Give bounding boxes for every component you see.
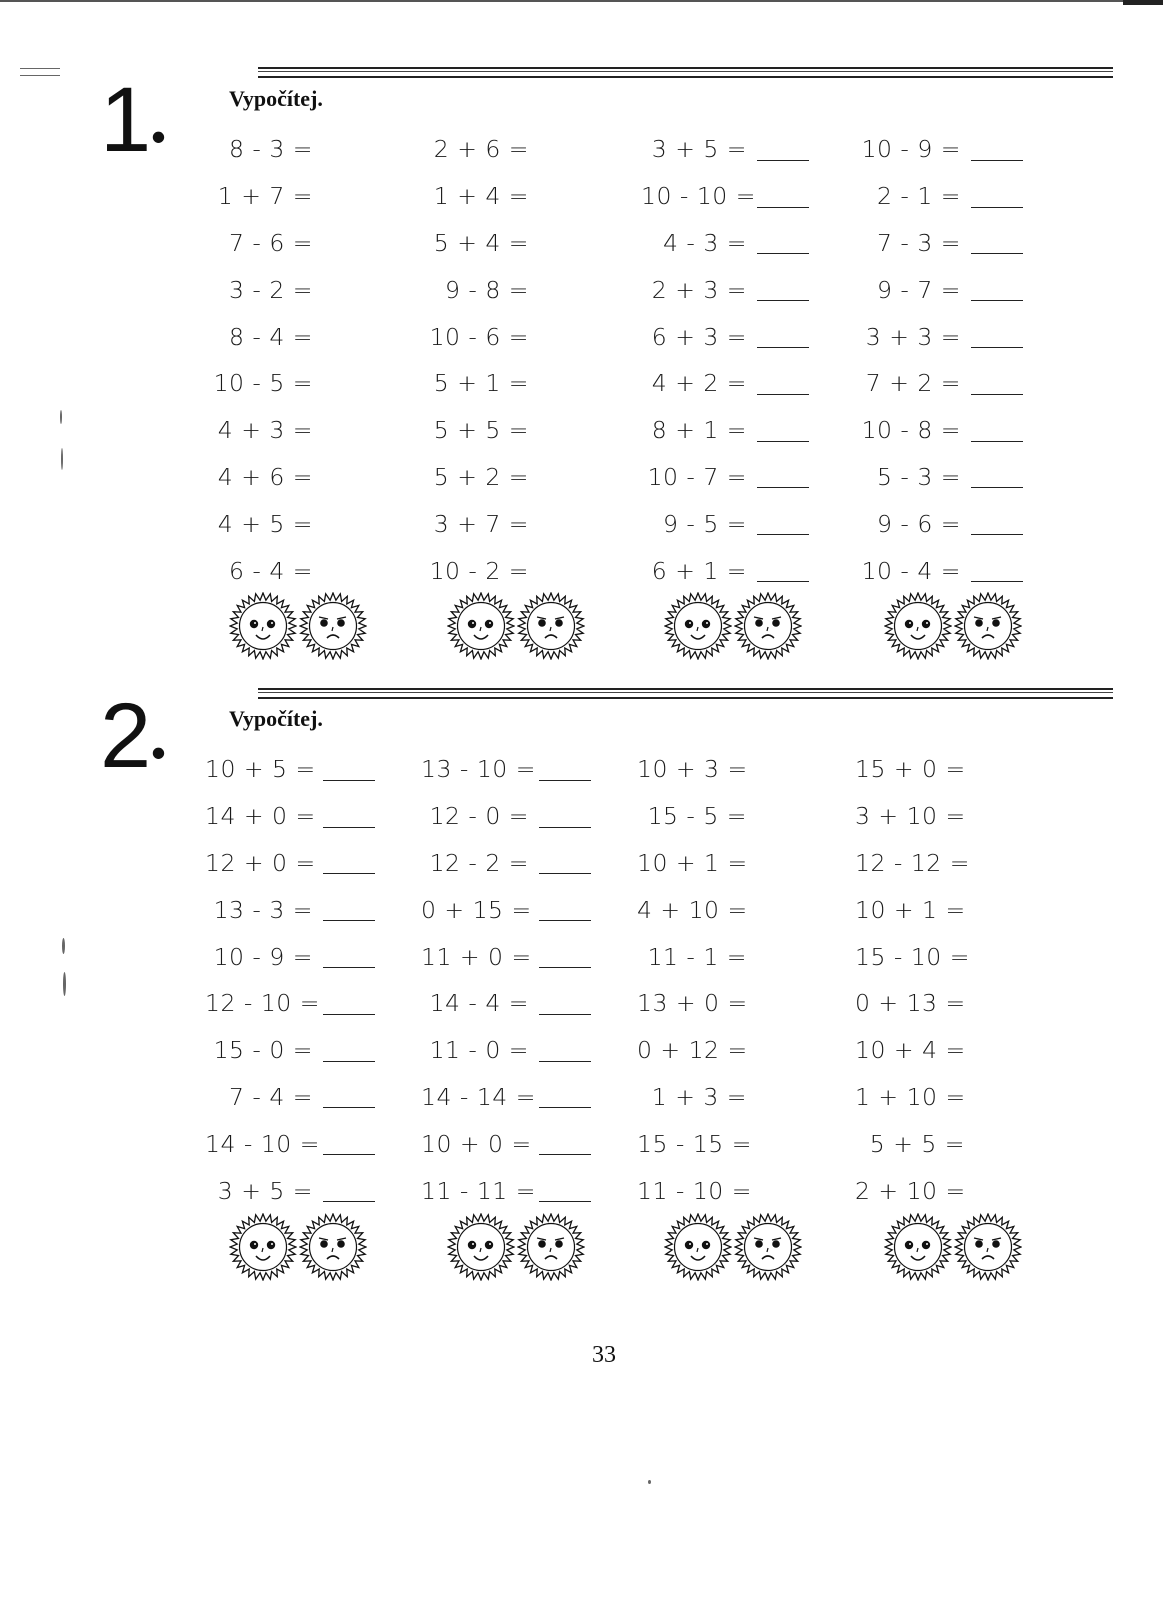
math-problem	[205, 500, 435, 547]
self-assessment-faces	[664, 1213, 802, 1286]
math-problem	[205, 313, 435, 360]
math-problem	[641, 454, 871, 501]
exercise-1-instruction: Vypočítej.	[229, 86, 323, 111]
math-problem	[421, 220, 651, 267]
exercise-2-instruction: Vypočítej.	[229, 706, 323, 731]
answer-blank[interactable]	[971, 278, 1023, 301]
problem-expression: 5 - 3 =	[877, 462, 961, 491]
answer-blank[interactable]	[971, 419, 1023, 442]
math-problem	[641, 547, 871, 594]
math-problem	[641, 360, 871, 407]
problem-expression: 13 - 10 =	[421, 755, 536, 784]
problem-expression: 1 + 4 =	[433, 182, 529, 211]
problem-expression: 13 - 3 =	[213, 895, 313, 924]
problem-expression: 10 - 7 =	[647, 462, 747, 491]
math-problem	[421, 454, 651, 501]
scan-speck	[61, 448, 63, 470]
math-problem	[421, 547, 651, 594]
math-problem	[855, 220, 1085, 267]
math-problem	[205, 746, 435, 793]
math-problem	[855, 840, 1085, 887]
problem-expression: 15 - 0 =	[213, 1036, 313, 1065]
answer-blank[interactable]	[323, 1132, 375, 1155]
answer-blank[interactable]	[757, 559, 809, 582]
math-problem	[205, 360, 435, 407]
math-problem	[421, 407, 651, 454]
problem-column	[855, 126, 1085, 594]
problem-expression: 13 + 0 =	[637, 989, 748, 1018]
happy-sun-face-icon[interactable]	[447, 1213, 515, 1286]
math-problem	[855, 266, 1085, 313]
sad-sun-face-icon[interactable]	[299, 1213, 367, 1286]
problem-expression: 4 + 5 =	[217, 509, 313, 538]
exercise-2-heading-rule	[258, 688, 1113, 699]
math-problem	[205, 793, 435, 840]
math-problem	[421, 886, 651, 933]
math-problem	[421, 126, 651, 173]
problem-expression: 12 - 0 =	[429, 802, 529, 831]
math-problem	[421, 313, 651, 360]
self-assessment-faces	[447, 1213, 585, 1286]
happy-sun-face-icon[interactable]	[884, 1213, 952, 1286]
math-problem	[641, 500, 871, 547]
answer-blank[interactable]	[323, 992, 375, 1015]
problem-expression: 3 + 5 =	[217, 1176, 313, 1205]
answer-blank[interactable]	[539, 758, 591, 781]
math-problem	[641, 126, 871, 173]
math-problem	[421, 1074, 651, 1121]
happy-sun-face-icon[interactable]	[884, 592, 952, 665]
answer-blank[interactable]	[323, 1179, 375, 1202]
problem-expression: 10 - 4 =	[861, 556, 961, 585]
exercise-number-dot: •	[151, 113, 166, 160]
math-problem	[637, 1027, 867, 1074]
top-edge-mark	[1123, 0, 1163, 5]
math-problem	[421, 266, 651, 313]
problem-expression: 11 - 10 =	[637, 1176, 752, 1205]
problem-column	[641, 126, 871, 594]
problem-expression: 3 + 7 =	[433, 509, 529, 538]
math-problem	[855, 933, 1085, 980]
math-problem	[421, 933, 651, 980]
problem-expression: 2 + 6 =	[433, 135, 529, 164]
problem-expression: 6 + 1 =	[651, 556, 747, 585]
math-problem	[855, 313, 1085, 360]
problem-expression: 15 - 15 =	[637, 1129, 752, 1158]
math-problem	[205, 126, 435, 173]
math-problem	[205, 173, 435, 220]
problem-expression: 10 - 5 =	[213, 369, 313, 398]
math-problem	[855, 746, 1085, 793]
problem-expression: 15 + 0 =	[855, 755, 966, 784]
exercise-1-heading-rule	[258, 67, 1113, 78]
problem-expression: 1 + 10 =	[855, 1082, 966, 1111]
problem-expression: 4 + 6 =	[217, 462, 313, 491]
margin-mark	[20, 68, 60, 76]
problem-expression: 7 - 4 =	[229, 1082, 313, 1111]
answer-blank[interactable]	[539, 1085, 591, 1108]
sad-sun-face-icon[interactable]	[299, 592, 367, 665]
problem-expression: 7 + 2 =	[865, 369, 961, 398]
math-problem	[641, 220, 871, 267]
math-problem	[855, 1167, 1085, 1214]
problem-expression: 5 + 5 =	[869, 1129, 965, 1158]
answer-blank[interactable]	[323, 945, 375, 968]
problem-expression: 0 + 12 =	[637, 1036, 748, 1065]
problem-expression: 9 - 6 =	[877, 509, 961, 538]
problem-expression: 5 + 2 =	[433, 462, 529, 491]
answer-blank[interactable]	[539, 945, 591, 968]
problem-column	[421, 746, 651, 1214]
answer-blank[interactable]	[757, 465, 809, 488]
sad-sun-face-icon[interactable]	[734, 592, 802, 665]
math-problem	[421, 746, 651, 793]
problem-expression: 9 - 8 =	[445, 275, 529, 304]
problem-expression: 2 + 3 =	[651, 275, 747, 304]
problem-column	[205, 746, 435, 1214]
math-problem	[205, 1167, 435, 1214]
problem-expression: 1 + 7 =	[217, 182, 313, 211]
answer-blank[interactable]	[971, 512, 1023, 535]
problem-expression: 7 - 6 =	[229, 228, 313, 257]
answer-blank[interactable]	[323, 1085, 375, 1108]
problem-expression: 11 + 0 =	[421, 942, 532, 971]
math-problem	[637, 1120, 867, 1167]
problem-expression: 10 - 8 =	[861, 416, 961, 445]
problem-expression: 6 + 3 =	[651, 322, 747, 351]
problem-expression: 10 - 9 =	[861, 135, 961, 164]
answer-blank[interactable]	[971, 231, 1023, 254]
sad-sun-face-icon[interactable]	[734, 1213, 802, 1286]
exercise-2-number	[100, 685, 166, 787]
answer-blank[interactable]	[323, 758, 375, 781]
math-problem	[205, 266, 435, 313]
problem-expression: 5 + 5 =	[433, 416, 529, 445]
problem-expression: 0 + 15 =	[421, 895, 532, 924]
math-problem	[855, 1074, 1085, 1121]
answer-blank[interactable]	[539, 805, 591, 828]
math-problem	[855, 1120, 1085, 1167]
problem-expression: 10 + 0 =	[421, 1129, 532, 1158]
math-problem	[205, 220, 435, 267]
problem-expression: 10 - 2 =	[429, 556, 529, 585]
math-problem	[205, 1074, 435, 1121]
problem-expression: 12 - 12 =	[855, 848, 970, 877]
problem-expression: 14 - 10 =	[205, 1129, 320, 1158]
problem-expression: 9 - 7 =	[877, 275, 961, 304]
math-problem	[855, 793, 1085, 840]
happy-sun-face-icon[interactable]	[447, 592, 515, 665]
problem-expression: 8 - 3 =	[229, 135, 313, 164]
math-problem	[421, 173, 651, 220]
math-problem	[205, 454, 435, 501]
math-problem	[637, 933, 867, 980]
answer-blank[interactable]	[757, 325, 809, 348]
answer-blank[interactable]	[757, 231, 809, 254]
problem-expression: 10 + 4 =	[855, 1036, 966, 1065]
answer-blank[interactable]	[757, 278, 809, 301]
math-problem	[205, 407, 435, 454]
answer-blank[interactable]	[323, 851, 375, 874]
math-problem	[421, 840, 651, 887]
math-problem	[205, 886, 435, 933]
problem-expression: 3 + 5 =	[651, 135, 747, 164]
answer-blank[interactable]	[971, 465, 1023, 488]
answer-blank[interactable]	[539, 851, 591, 874]
happy-sun-face-icon[interactable]	[229, 592, 297, 665]
math-problem	[641, 173, 871, 220]
top-edge-rule	[0, 0, 1163, 2]
math-problem	[421, 1120, 651, 1167]
math-problem	[637, 980, 867, 1027]
problem-expression: 15 - 5 =	[647, 802, 747, 831]
math-problem	[421, 1027, 651, 1074]
happy-sun-face-icon[interactable]	[229, 1213, 297, 1286]
math-problem	[855, 454, 1085, 501]
sad-sun-face-icon[interactable]	[517, 1213, 585, 1286]
math-problem	[855, 360, 1085, 407]
problem-expression: 15 - 10 =	[855, 942, 970, 971]
problem-expression: 10 - 6 =	[429, 322, 529, 351]
answer-blank[interactable]	[971, 372, 1023, 395]
self-assessment-faces	[229, 1213, 367, 1286]
problem-expression: 12 - 10 =	[205, 989, 320, 1018]
answer-blank[interactable]	[757, 138, 809, 161]
answer-blank[interactable]	[757, 419, 809, 442]
math-problem	[855, 500, 1085, 547]
answer-blank[interactable]	[539, 1039, 591, 1062]
answer-blank[interactable]	[539, 992, 591, 1015]
exercise-number-text: 2	[100, 685, 152, 787]
math-problem	[855, 173, 1085, 220]
scan-speck	[62, 938, 65, 954]
problem-expression: 11 - 1 =	[647, 942, 747, 971]
problem-expression: 12 - 2 =	[429, 848, 529, 877]
problem-expression: 4 + 10 =	[637, 895, 748, 924]
page-number: 33	[592, 1342, 616, 1368]
math-problem	[205, 840, 435, 887]
problem-expression: 1 + 3 =	[651, 1082, 747, 1111]
scan-speck	[648, 1480, 651, 1484]
self-assessment-faces	[229, 592, 367, 665]
problem-column	[855, 746, 1085, 1214]
problem-expression: 7 - 3 =	[877, 228, 961, 257]
math-problem	[205, 1120, 435, 1167]
problem-expression: 4 + 3 =	[217, 416, 313, 445]
problem-expression: 11 - 11 =	[421, 1176, 536, 1205]
self-assessment-faces	[884, 1213, 1022, 1286]
problem-expression: 2 - 1 =	[877, 182, 961, 211]
math-problem	[205, 980, 435, 1027]
problem-expression: 10 - 9 =	[213, 942, 313, 971]
scan-speck	[60, 410, 62, 424]
sad-sun-face-icon[interactable]	[517, 592, 585, 665]
problem-expression: 10 - 10 =	[641, 182, 756, 211]
problem-expression: 5 + 1 =	[433, 369, 529, 398]
answer-blank[interactable]	[539, 1132, 591, 1155]
problem-expression: 0 + 13 =	[855, 989, 966, 1018]
problem-column	[637, 746, 867, 1214]
math-problem	[637, 746, 867, 793]
answer-blank[interactable]	[971, 185, 1023, 208]
self-assessment-faces	[884, 592, 1022, 665]
problem-expression: 10 + 1 =	[855, 895, 966, 924]
math-problem	[637, 886, 867, 933]
problem-expression: 8 - 4 =	[229, 322, 313, 351]
happy-sun-face-icon[interactable]	[664, 592, 732, 665]
problem-expression: 14 - 14 =	[421, 1082, 536, 1111]
problem-expression: 4 - 3 =	[663, 228, 747, 257]
self-assessment-faces	[664, 592, 802, 665]
answer-blank[interactable]	[323, 1039, 375, 1062]
problem-expression: 2 + 10 =	[855, 1176, 966, 1205]
problem-expression: 3 - 2 =	[229, 275, 313, 304]
math-problem	[421, 500, 651, 547]
answer-blank[interactable]	[757, 512, 809, 535]
answer-blank[interactable]	[323, 805, 375, 828]
problem-expression: 9 - 5 =	[663, 509, 747, 538]
problem-expression: 14 - 4 =	[429, 989, 529, 1018]
happy-sun-face-icon[interactable]	[664, 1213, 732, 1286]
math-problem	[855, 980, 1085, 1027]
problem-expression: 10 + 1 =	[637, 848, 748, 877]
exercise-1-number	[100, 69, 166, 171]
problem-expression: 6 - 4 =	[229, 556, 313, 585]
problem-expression: 14 + 0 =	[205, 802, 316, 831]
answer-blank[interactable]	[971, 559, 1023, 582]
math-problem	[205, 547, 435, 594]
answer-blank[interactable]	[323, 898, 375, 921]
math-problem	[421, 980, 651, 1027]
exercise-number-text: 1	[100, 69, 152, 171]
problem-column	[421, 126, 651, 594]
problem-expression: 10 + 3 =	[637, 755, 748, 784]
problem-expression: 8 + 1 =	[651, 416, 747, 445]
answer-blank[interactable]	[971, 325, 1023, 348]
math-problem	[855, 547, 1085, 594]
math-problem	[637, 840, 867, 887]
self-assessment-faces	[447, 592, 585, 665]
answer-blank[interactable]	[971, 138, 1023, 161]
math-problem	[855, 1027, 1085, 1074]
math-problem	[421, 1167, 651, 1214]
math-problem	[421, 793, 651, 840]
math-problem	[421, 360, 651, 407]
math-problem	[637, 1167, 867, 1214]
math-problem	[855, 126, 1085, 173]
sad-sun-face-icon[interactable]	[954, 592, 1022, 665]
math-problem	[205, 933, 435, 980]
math-problem	[855, 886, 1085, 933]
exercise-number-dot: •	[151, 729, 166, 776]
sad-sun-face-icon[interactable]	[954, 1213, 1022, 1286]
problem-expression: 11 - 0 =	[429, 1036, 529, 1065]
problem-expression: 12 + 0 =	[205, 848, 316, 877]
problem-expression: 3 + 10 =	[855, 802, 966, 831]
problem-expression: 3 + 3 =	[865, 322, 961, 351]
math-problem	[641, 313, 871, 360]
math-problem	[637, 1074, 867, 1121]
problem-expression: 10 + 5 =	[205, 755, 316, 784]
problem-expression: 5 + 4 =	[433, 228, 529, 257]
math-problem	[205, 1027, 435, 1074]
math-problem	[641, 407, 871, 454]
math-problem	[855, 407, 1085, 454]
answer-blank[interactable]	[539, 898, 591, 921]
scan-speck	[63, 972, 66, 996]
answer-blank[interactable]	[757, 372, 809, 395]
problem-column	[205, 126, 435, 594]
problem-expression: 4 + 2 =	[651, 369, 747, 398]
answer-blank[interactable]	[757, 185, 809, 208]
math-problem	[641, 266, 871, 313]
math-problem	[637, 793, 867, 840]
answer-blank[interactable]	[539, 1179, 591, 1202]
